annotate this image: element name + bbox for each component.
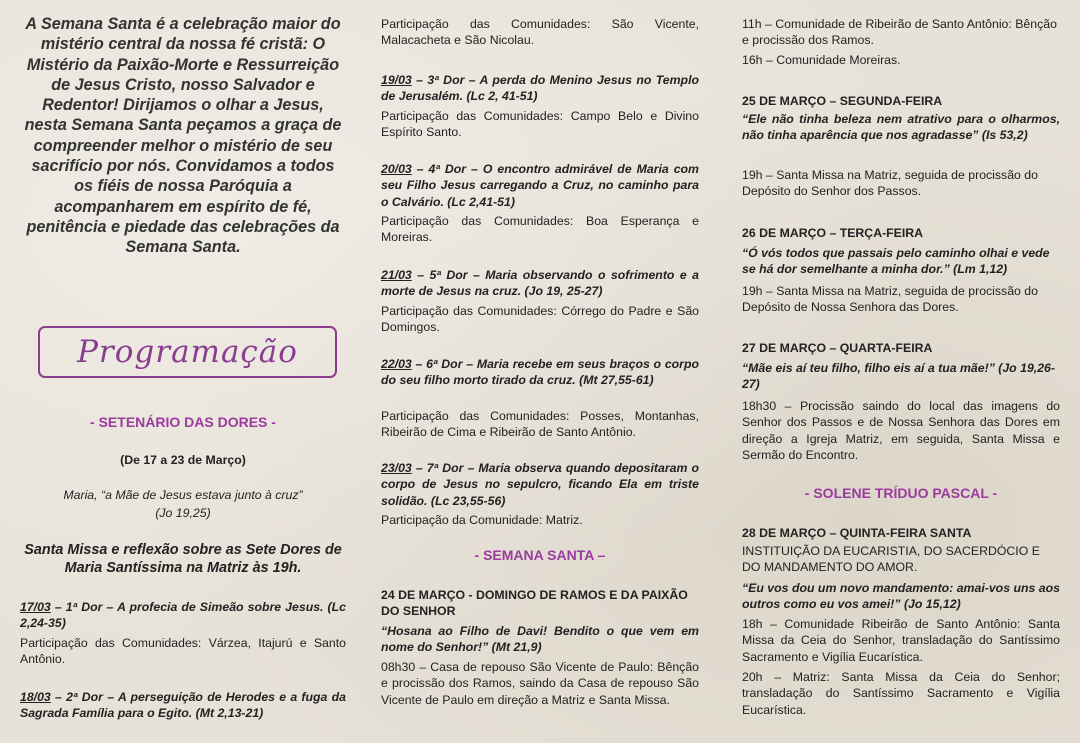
quarta-text: 18h30 – Procissão saindo do local das imagens do Senhor dos Passos e de Nossa Senhora das Dores em direção a Igreja Matriz, em seguida, Santa Missa e Sermão do Encontro.	[742, 399, 1060, 463]
maria-quote-ref: (Jo 19,25)	[155, 506, 211, 520]
quarta-title: 27 DE MARÇO – QUARTA-FEIRA	[742, 341, 933, 355]
dor-3-title: 19/03 – 3ª Dor – A perda do Menino Jesus no Templo de Jerusalém. (Lc 2, 41-51)	[381, 73, 699, 104]
dor-2-date: 18/03	[20, 690, 51, 704]
programacao-frame	[38, 326, 337, 378]
dor-3-date: 19/03	[381, 73, 412, 87]
ramos-quote: “Hosana ao Filho de Davi! Bendito o que vem em nome do Senhor!” (Mt 21,9)	[381, 624, 699, 655]
ramos-continued-1: 11h – Comunidade de Ribeirão de Santo Antônio: Bênção e procissão dos Ramos.	[742, 17, 1057, 48]
ramos-text: 08h30 – Casa de repouso São Vicente de Paulo: Bênção e procissão dos Ramos, saindo da Casa de repouso São Vicente de Paulo em direção a Matriz e Santa Missa.	[381, 660, 699, 707]
quinta-text-1: 18h – Comunidade Ribeirão de Santo Antônio: Santa Missa da Ceia do Senhor, transladação do Santíssimo Sacramento e Vigília Eucarística.	[742, 617, 1060, 664]
ramos-continued-2: 16h – Comunidade Moreiras.	[742, 53, 901, 67]
dor-1-title: 17/03 – 1ª Dor – A profecia de Simeão sobre Jesus. (Lc 2,24-35)	[20, 600, 346, 631]
terca-quote: “Ó vós todos que passais pelo caminho olhai e vede se há dor semelhante a minha dor.” (Lm 1,12)	[742, 246, 1050, 277]
right-column	[742, 0, 1060, 743]
dor-5-participation: Participação das Comunidades: Córrego do Padre e São Domingos.	[381, 304, 699, 335]
dor-4-participation: Participação das Comunidades: Boa Esperança e Moreiras.	[381, 214, 699, 245]
dor-5-title: 21/03 – 5ª Dor – Maria observando o sofrimento e a morte de Jesus na cruz. (Jo 19, 25-27)	[381, 268, 699, 299]
intro-text: A Semana Santa é a celebração maior do mistério central da nossa fé cristã: O Mistério da Paixão-Morte e Ressurreição de Jesus Cristo, nosso Salvador e Redentor! Dirijamos o olhar a Jesus, nesta Semana Santa peçamos a graça de compreender melhor o mistério de seu sacrifício por nós. Convidamos a todos os fiéis de nossa Paróquia a acompanharem em espírito de fé, penitência e piedade das celebrações da Semana Santa.	[24, 15, 342, 257]
dor-4-title: 20/03 – 4ª Dor – O encontro admirável de Maria com seu Filho Jesus carregando a Cruz, no caminho para o Calvário. (Lc 2,41-51)	[381, 162, 699, 209]
dor-6-participation: Participação das Comunidades: Posses, Montanhas, Ribeirão de Cima e Ribeirão de Santo Antônio.	[381, 409, 699, 440]
triduo-title: - SOLENE TRÍDUO PASCAL -	[804, 485, 998, 501]
programacao-title: Programação	[77, 334, 298, 370]
segunda-text: 19h – Santa Missa na Matriz, seguida de procissão do Depósito do Senhor dos Passos.	[742, 168, 1038, 199]
dor-1-participation: Participação das Comunidades: Várzea, Itajurú e Santo Antônio.	[20, 636, 346, 667]
dor-2-participation: Participação das Comunidades: São Vicente, Malacacheta e São Nicolau.	[381, 17, 699, 48]
dor-6-date: 22/03	[381, 357, 412, 371]
quarta-quote: “Mãe eis aí teu filho, filho eis aí a tua mãe!” (Jo 19,26-27)	[742, 361, 1055, 392]
semana-santa-title: - SEMANA SANTA –	[474, 547, 606, 563]
dor-7-participation: Participação da Comunidade: Matriz.	[381, 513, 583, 527]
segunda-quote: “Ele não tinha beleza nem atrativo para o olharmos, não tinha aparência que nos agradasse” (Is 53,2)	[742, 112, 1060, 143]
terca-text: 19h – Santa Missa na Matriz, seguida de procissão do Depósito de Nossa Senhora das Dores.	[742, 284, 1038, 315]
middle-column	[381, 0, 699, 743]
quinta-title: 28 DE MARÇO – QUINTA-FEIRA SANTA	[742, 526, 972, 540]
maria-quote: Maria, “a Mãe de Jesus estava junto à cruz”	[63, 488, 303, 502]
quinta-subtitle: INSTITUIÇÃO DA EUCARISTIA, DO SACERDÓCIO E DO MANDAMENTO DO AMOR.	[742, 544, 1040, 575]
quinta-quote: “Eu vos dou um novo mandamento: amai-vos uns aos outros como eu vos amei!” (Jo 15,12)	[742, 581, 1060, 612]
dor-2-title: 18/03 – 2ª Dor – A perseguição de Herodes e a fuga da Sagrada Família para o Egito. (Mt 2,13-21)	[20, 690, 346, 721]
dor-1-date: 17/03	[20, 600, 51, 614]
left-column	[20, 0, 346, 743]
dor-5-date: 21/03	[381, 268, 412, 282]
dor-7-date: 23/03	[381, 461, 412, 475]
dor-4-date: 20/03	[381, 162, 412, 176]
dor-6-title: 22/03 – 6ª Dor – Maria recebe em seus braços o corpo do seu filho morto tirado da cruz. (Mt 27,55-61)	[381, 357, 699, 388]
missa-note: Santa Missa e reflexão sobre as Sete Dores de Maria Santíssima na Matriz às 19h.	[24, 542, 342, 576]
dor-7-title: 23/03 – 7ª Dor – Maria observa quando depositaram o corpo de Jesus no sepulcro, ficando Ela em triste solidão. (Lc 23,55-56)	[381, 461, 699, 508]
setenario-title: - SETENÁRIO DAS DORES -	[90, 414, 276, 430]
terca-title: 26 DE MARÇO – TERÇA-FEIRA	[742, 226, 924, 240]
segunda-title: 25 DE MARÇO – SEGUNDA-FEIRA	[742, 94, 943, 108]
dor-3-participation: Participação das Comunidades: Campo Belo e Divino Espírito Santo.	[381, 109, 699, 140]
setenario-dates: (De 17 a 23 de Março)	[120, 453, 246, 467]
quinta-text-2: 20h – Matriz: Santa Missa da Ceia do Senhor; transladação do Santíssimo Sacramento e Vigília Eucarística.	[742, 670, 1060, 717]
ramos-title: 24 DE MARÇO - DOMINGO DE RAMOS E DA PAIXÃO DO SENHOR	[381, 588, 688, 619]
